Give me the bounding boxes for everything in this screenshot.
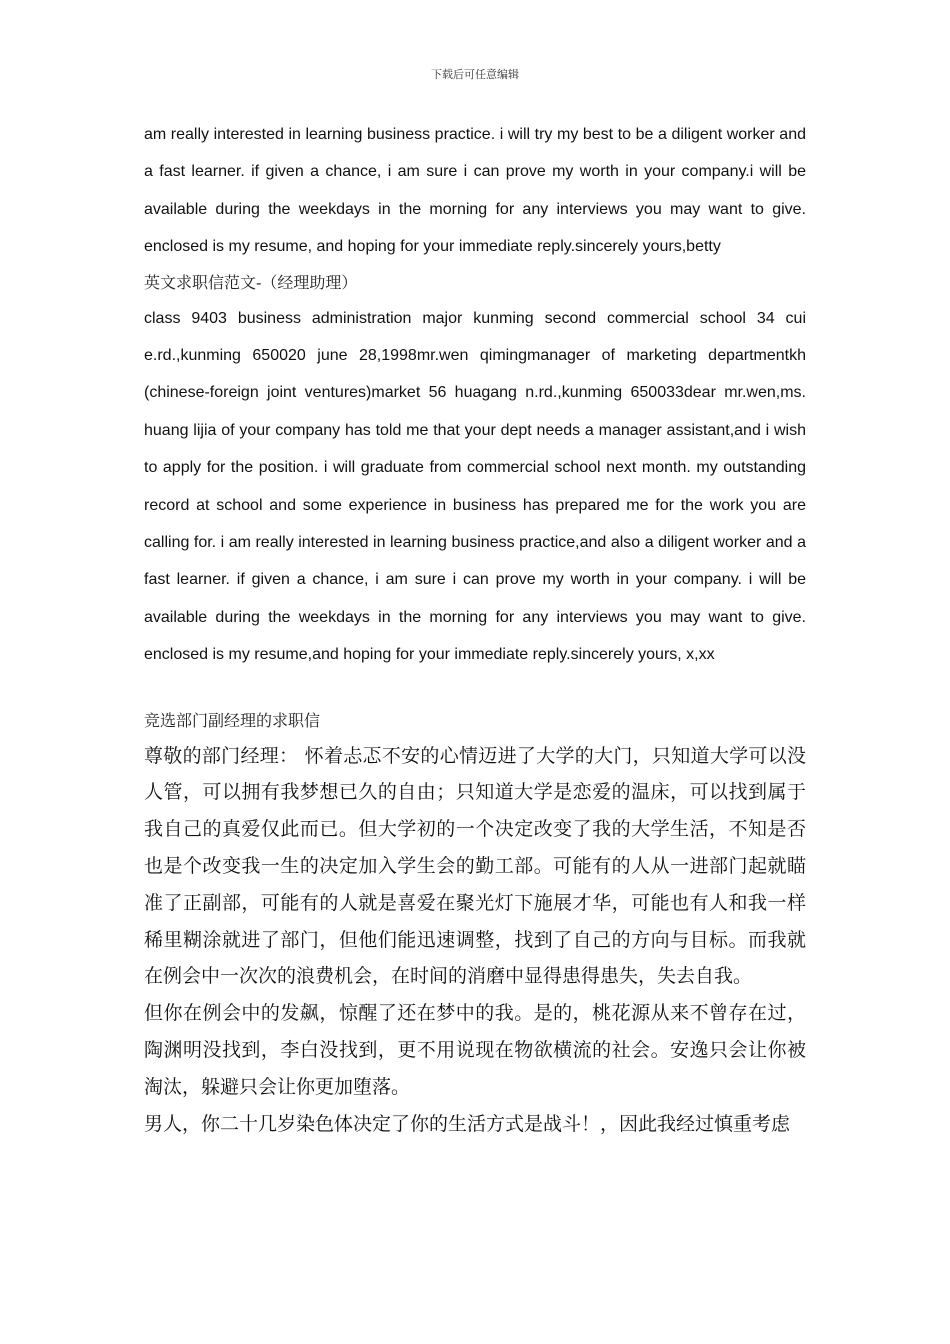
letter2-body: class 9403 business administration major kunming second commercial school 34 cui e.rd.,kunming 650020 june 28,1998mr.wen qimingmanager of marketing departmentkh (chinese-foreign joint ventures)market 56 huagang n.rd.,kunming 650033dear mr.wen,ms. huang lijia of your company has told me that your dept needs a manager assistant,and i wish to apply for the position. i will graduate from commercial school next month. my outstanding record at school and some experience in business has prepared me for the work you are calling for. i am really interested in learning business practice,and also a diligent worker and a fast learner. if given a chance, i am sure i can prove my worth in your company. i will be available during the weekdays in the morning for any interviews you may want to give. enclosed is my resume,and hoping for your immediate reply.sincerely yours, x,xx [144, 309, 806, 664]
letter3-paragraph-2: 但你在例会中的发飙，惊醒了还在梦中的我。是的，桃花源从来不曾存在过，陶渊明没找到，李白没找到，更不用说现在物欲横流的社会。安逸只会让你被淘汰，躲避只会让你更加堕落。 [144, 1002, 806, 1098]
letter3-paragraph-1: 尊敬的部门经理： 怀着忐忑不安的心情迈进了大学的大门，只知道大学可以没人管，可以拥有我梦想已久的自由；只知道大学是恋爱的温床，可以找到属于我自己的真爱仅此而已。但大学初的一个决定改变了我的大学生活，不知是否也是个改变我一生的决定加入学生会的勤工部。可能有的人从一进部门起就瞄准了正副部，可能有的人就是喜爱在聚光灯下施展才华，可能也有人和我一样稀里糊涂就进了部门，但他们能迅速调整，找到了自己的方向与目标。而我就在例会中一次次的浪费机会，在时间的消磨中显得患得患失，失去自我。 [144, 744, 806, 988]
letter2-title: 英文求职信范文-（经理助理） [144, 272, 358, 292]
letter3-paragraph-3: 男人，你二十几岁染色体决定了你的生活方式是战斗！，因此我经过慎重考虑 [144, 1112, 791, 1135]
document-content [144, 116, 806, 1142]
header-note: 下载后可任意编辑 [431, 68, 519, 81]
section-spacer [144, 674, 806, 704]
letter1-body: am really interested in learning business practice. i will try my best to be a diligent worker and a fast learner. if given a chance, i am sure i can prove my worth in your company.i will be available during the weekdays in the morning for any interviews you may want to give. enclosed is my resume, and hoping for your immediate reply.sincerely yours,betty [144, 126, 806, 256]
letter3-title: 竞选部门副经理的求职信 [144, 710, 321, 730]
